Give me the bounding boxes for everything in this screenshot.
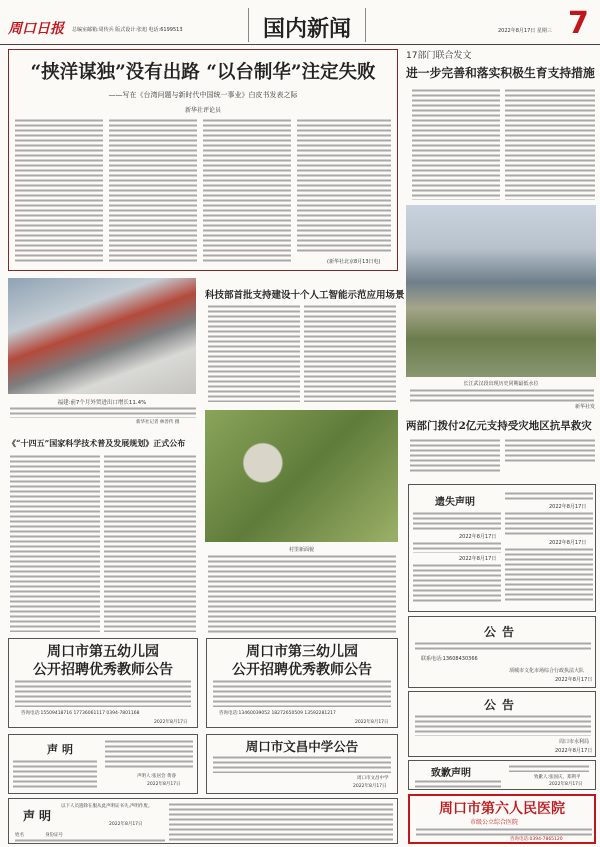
lead-body-col2 [109,118,197,264]
apology-date: 2022年8月17日 [549,782,583,787]
kg5-text [15,679,191,707]
lost-notice-text-e [505,511,593,537]
lead-body-col3 [203,118,291,264]
issue-date: 2022年8月17日 星期三 [498,28,552,34]
ai-body-col1 [208,304,300,402]
lost-notice-text-d [505,491,593,501]
masthead-rule [0,44,600,45]
kg3-title-1: 周口市第三幼儿园 [246,644,358,660]
lost-date-2: 2022年8月17日 [459,556,497,562]
port-photo [8,278,196,394]
id-statement-notice [8,798,398,844]
science-plan-headline[interactable]: 《“十四五”国家科学技术普及发展规划》正式公布 [8,438,186,448]
right-body2-col2 [505,438,595,462]
kg5-phone: 咨询电话:15509418716 17736061117 0394-7801168 [21,711,140,716]
hospital-phone: 咨询电话:0394-7865120 [510,837,563,842]
village-photo [205,410,398,542]
river-photo-credit: 新华社发 [575,404,596,410]
id-statement-title: 声明 [23,809,56,823]
page-number: 7 [568,6,589,41]
gonggao-1-title: 公告 [483,625,520,639]
id-statement-table [169,802,393,842]
hospital-subtitle: 市级公立综合医院 [470,819,519,826]
lead-byline: 新华社评论员 [184,107,221,114]
kindergarten-5-ad[interactable] [8,638,198,728]
lost-notice-text-b [413,541,501,553]
statement-text-left [13,759,97,789]
wenchang-date: 2022年8月17日 [353,784,387,789]
gonggao-notice-1 [408,616,596,688]
hospital-title: 周口市第六人民医院 [439,801,565,817]
gonggao-notice-2 [408,691,596,757]
gonggao-1-signer: 项城市文化市场综合行政执法大队 [509,668,585,674]
lost-notice-text-f [505,547,593,603]
statement-title: 声明 [47,743,77,756]
gonggao-1-phone: 联系电话:13608430366 [421,656,478,662]
right-headline[interactable]: 进一步完善和落实积极生育支持措施 [406,66,595,80]
lead-subtitle: ——写在《台湾问题与新时代中国统一事业》白皮书发表之际 [108,91,298,99]
port-photo-caption: 福建:前7个月外贸进出口增长11.4% [57,400,147,406]
lead-article [8,49,398,271]
section-title: 国内新闻 [262,16,351,42]
lost-notice-text-c [413,563,501,603]
ai-body-col2 [304,304,396,402]
masthead-meta: 总编室邮箱:周传兵 版式设计:张旭 电话:6199513 [72,27,183,33]
lost-date-3: 2022年8月17日 [549,504,587,510]
apology-notice [408,760,596,790]
lead-body-col1 [15,118,103,264]
gonggao-1-text [415,641,591,651]
id-statement-text: 以下人员遗除在服从此声明证书失,声明作废。 [61,804,153,809]
statement-notice [8,734,198,794]
statement-signer: 声明人:张居会 黄睿 [137,774,176,779]
apology-text [415,779,501,788]
river-photo [406,205,596,377]
lead-dateline: (新华社北京8月13日电) [327,259,381,265]
village-photo-text [208,554,396,634]
port-photo-text [10,406,196,418]
apology-text-2 [509,764,589,772]
kindergarten-3-ad[interactable] [206,638,398,728]
newspaper-logo: 周口日报 [8,21,64,37]
lost-notice [408,484,596,612]
kg5-date: 2022年8月17日 [154,720,188,725]
gonggao-2-date: 2022年8月17日 [555,748,593,754]
id-statement-table-left [15,838,165,843]
science-plan-col1 [10,454,100,632]
wenchang-text [213,755,391,773]
wenchang-title: 周口市文昌中学公告 [245,739,359,754]
gonggao-2-title: 公告 [483,698,520,712]
apology-signer: 致歉人:张国庆、郑利平 [534,775,581,780]
statement-text-right [105,739,193,769]
lost-notice-title: 遗失声明 [435,497,475,508]
port-photo-credit: 新华社记者 林善传 摄 [136,420,180,425]
gonggao-2-signer: 周口市水利局 [559,739,590,745]
right-body-col2 [505,88,595,200]
id-statement-col-id: 身份证号 [45,833,63,838]
lead-body-col4 [297,118,391,254]
river-photo-text [410,388,594,402]
lost-notice-text-a [413,511,501,531]
right-body2-col1 [410,438,500,472]
hospital-ad[interactable] [408,794,596,844]
kg5-title-2: 公开招聘优秀教师公告 [33,662,173,678]
id-statement-date: 2022年8月17日 [109,822,143,827]
lost-date-1: 2022年8月17日 [459,534,497,540]
kg3-text [213,679,391,707]
gonggao-1-date: 2022年8月17日 [555,677,593,683]
kg3-title-2: 公开招聘优秀教师公告 [232,662,372,678]
right-kicker: 17部门联合发文 [406,51,472,61]
kg5-title-1: 周口市第五幼儿园 [47,644,159,660]
right-headline-2[interactable]: 两部门拨付2亿元支持受灾地区抗旱救灾 [406,420,592,432]
id-statement-col-name: 姓名 [15,833,24,838]
lead-headline[interactable]: “挟洋谋独”没有出路 “以台制华”注定失败 [30,62,376,83]
kg3-phone: 咨询电话:13460039052 18272650509 13592281217 [219,711,336,716]
wenchang-school-notice[interactable] [206,734,398,794]
apology-title: 致歉声明 [431,768,471,779]
kg3-date: 2022年8月17日 [355,720,389,725]
gonggao-2-text [415,714,591,736]
hospital-departments [416,827,592,836]
wenchang-signer: 周口市文昌中学 [357,776,389,781]
ai-scenarios-headline[interactable]: 科技部首批支持建设十个人工智能示范应用场景 [205,290,405,301]
river-photo-caption: 长江武汉段出现历史同期最低水位 [463,381,539,387]
statement-date: 2022年8月17日 [147,782,181,787]
right-body-col1 [412,88,500,200]
science-plan-col2 [104,454,196,632]
lost-date-4: 2022年8月17日 [549,540,587,546]
village-photo-caption: 村里新面貌 [288,547,314,553]
